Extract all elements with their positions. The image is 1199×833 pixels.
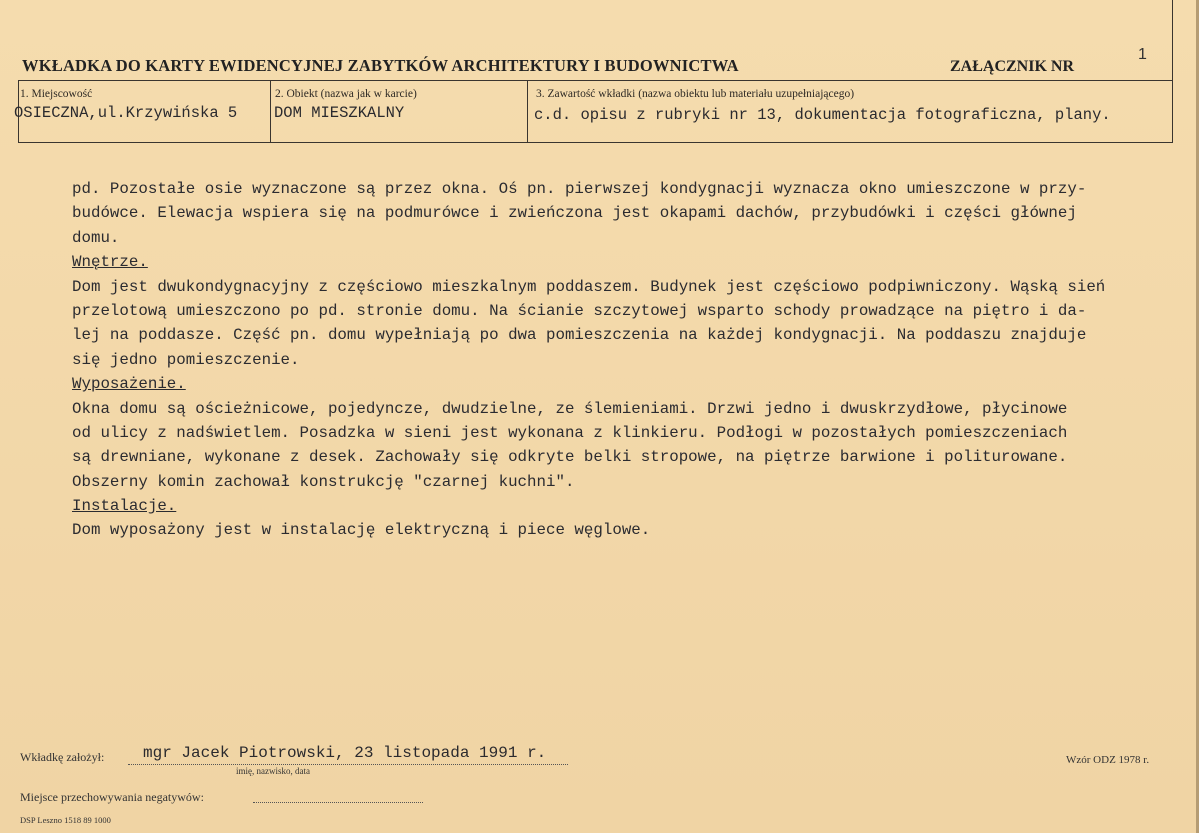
author-caption: imię, nazwisko, data bbox=[236, 766, 310, 776]
text-line: pd. Pozostałe osie wyznaczone są przez okna. Oś pn. pierwszej kondygnacji wyznacza okno umieszczone w przy- bbox=[72, 180, 1087, 198]
attachment-label: ZAŁĄCZNIK NR bbox=[950, 58, 1075, 75]
negatives-line bbox=[253, 802, 423, 803]
text-line: Dom wyposażony jest w instalację elektryczną i piece węglowe. bbox=[72, 521, 651, 540]
negatives-label: Miejsce przechowywania negatywów: bbox=[20, 790, 204, 804]
author-value: mgr Jacek Piotrowski, 23 listopada 1991 r. bbox=[143, 744, 547, 762]
form-pattern-label: Wzór ODZ 1978 r. bbox=[1066, 754, 1150, 766]
section-heading-interior: Wnętrze. bbox=[72, 253, 148, 272]
field-divider-right bbox=[1172, 0, 1173, 142]
object-label: 2. Obiekt (nazwa jak w karcie) bbox=[275, 88, 417, 100]
description-text bbox=[72, 177, 1182, 543]
text-line: Dom jest dwukondygnacyjny z częściowo mieszkalnym poddaszem. Budynek jest częściowo podpiwniczony. Wąską sień bbox=[72, 277, 1106, 296]
author-label: Wkładkę założył: bbox=[20, 750, 105, 764]
text-line: się jedno pomieszczenie. bbox=[72, 350, 300, 369]
contents-label: 3. Zawartość wkładki (nazwa obiektu lub materiału uzupełniającego) bbox=[536, 88, 855, 100]
section-heading-furnishings: Wyposażenie. bbox=[72, 375, 186, 394]
print-info: DSP Leszno 1518 89 1000 bbox=[20, 815, 111, 825]
author-line bbox=[128, 764, 568, 765]
object-value: DOM MIESZKALNY bbox=[274, 104, 405, 122]
text-line: od ulicy z nadświetlem. Posadzka w sieni jest wykonana z klinkieru. Podłogi w pozostałych pomieszczeniach bbox=[72, 423, 1068, 442]
location-label: 1. Miejscowość bbox=[20, 88, 93, 100]
text-line: są drewniane, wykonane z desek. Zachowały się odkryte belki stropowe, na piętrze barwione i politurowane. bbox=[72, 448, 1068, 467]
attachment-number: 1 bbox=[1138, 46, 1147, 63]
text-line: Obszerny komin zachował konstrukcję "czarnej kuchni". bbox=[72, 472, 575, 491]
field-divider-2 bbox=[527, 80, 528, 142]
field-divider-1 bbox=[270, 80, 271, 142]
contents-value: c.d. opisu z rubryki nr 13, dokumentacja fotograficzna, plany. bbox=[534, 106, 1111, 124]
text-line: budówce. Elewacja wspiera się na podmurówce i zwieńczona jest okapami dachów, przybudówki i części głównej bbox=[72, 204, 1077, 223]
section-heading-installations: Instalacje. bbox=[72, 497, 177, 516]
form-title: WKŁADKA DO KARTY EWIDENCYJNEJ ZABYTKÓW ARCHITEKTURY I BUDOWNICTWA bbox=[22, 56, 739, 75]
location-value: OSIECZNA,ul.Krzywińska 5 bbox=[14, 104, 238, 122]
fields-bottom-rule bbox=[18, 142, 1173, 143]
text-line: domu. bbox=[72, 228, 120, 247]
text-line: Okna domu są ościeżnicowe, pojedyncze, dwudzielne, ze ślemieniami. Drzwi jedno i dwuskrzydłowe, płycinowe bbox=[72, 399, 1068, 418]
text-line: lej na poddasze. Część pn. domu wypełniają po dwa pomieszczenia na każdej kondygnacji. Na poddaszu znajduje bbox=[72, 326, 1087, 345]
header-rule bbox=[18, 80, 1173, 81]
text-line: przelotową umieszczono po pd. stronie domu. Na ścianie szczytowej wsparto schody prowadzące na piętro i da- bbox=[72, 301, 1087, 320]
